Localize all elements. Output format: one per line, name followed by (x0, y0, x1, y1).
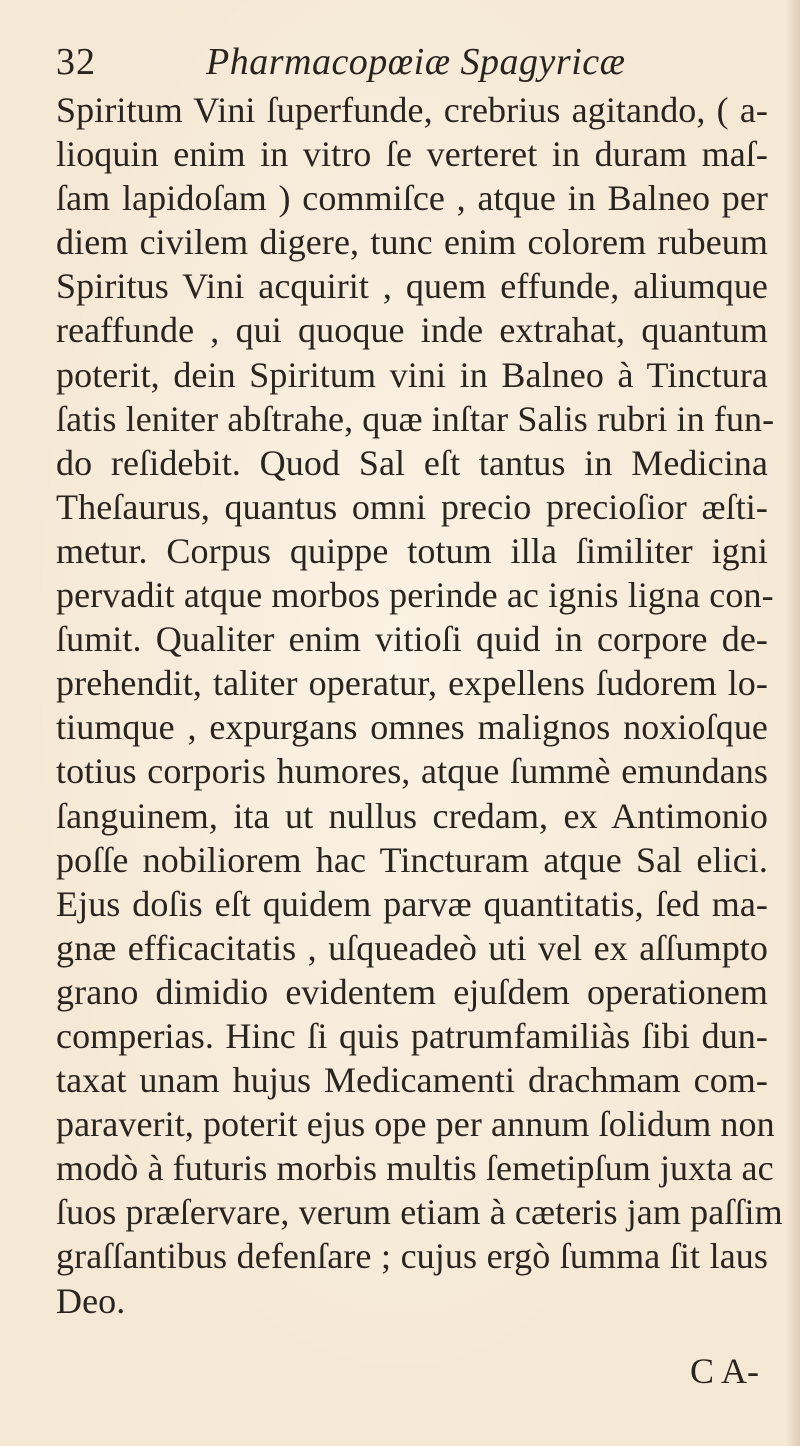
text-line: Theſaurus, quantus omni precio precioſior æſti- (56, 486, 768, 527)
text-line: tiumque , expurgans omnes malignos noxioſque (56, 707, 768, 748)
text-line: reaffunde , qui quoque inde extrahat, quantum (56, 310, 768, 351)
text-line: do reſidebit. Quod Sal eſt tantus in Medicina (56, 442, 768, 483)
text-line: poſſe nobiliorem hac Tincturam atque Sal elici. (56, 839, 768, 880)
text-line: poterit, dein Spiritum vini in Balneo à Tinctura (56, 354, 768, 395)
text-line: grano dimidio evidentem ejuſdem operationem (56, 971, 768, 1012)
text-line: lioquin enim in vitro ſe verteret in duram maſ- (56, 134, 768, 175)
text-line: diem civilem digere, tunc enim colorem rubeum (56, 222, 768, 263)
text-line: metur. Corpus quippe totum illa ſimiliter igni (56, 530, 768, 571)
text-line: Ejus doſis eſt quidem parvæ quantitatis, ſed ma- (56, 883, 768, 924)
text-line: gnæ efficacitatis , uſqueadeò uti vel ex aſſumpto (56, 927, 768, 968)
catchword: C A- (690, 1351, 760, 1391)
text-line-final: Deo. (56, 1280, 126, 1321)
text-line: Spiritus Vini acquirit , quem effunde, aliumque (56, 266, 768, 307)
text-line: pervadit atque morbos perinde ac ignis ligna con- (56, 575, 774, 616)
text-line: Spiritum Vini ſuperfunde, crebrius agitando, ( a- (56, 90, 768, 130)
page-edge-shadow (786, 0, 800, 1446)
text-line: modò à futuris morbis multis ſemetipſum juxta ac (56, 1148, 774, 1189)
page-number: 32 (56, 41, 96, 83)
text-line: ſumit. Qualiter enim vitioſi quid in corpore de- (56, 619, 768, 660)
text-line: ſatis leniter abſtrahe, quæ inſtar Salis rubri in fun- (56, 398, 775, 439)
text-line: taxat unam hujus Medicamenti drachmam com- (56, 1060, 768, 1101)
running-head (56, 40, 756, 90)
text-line: graſſantibus defenſare ; cujus ergò ſumma ſit laus (56, 1236, 768, 1277)
text-line: paraverit, poterit ejus ope per annum ſolidum non (56, 1104, 775, 1145)
text-line: comperias. Hinc ſi quis patrumfamiliàs ſibi dun- (56, 1015, 768, 1056)
text-line: ſuos præſervare, verum etiam à cæteris jam paſſim (56, 1192, 783, 1233)
body-text (56, 88, 783, 1323)
text-line: ſam lapidoſam ) commiſce , atque in Balneo per (56, 178, 768, 219)
text-line: prehendit, taliter operatur, expellens ſudorem lo- (56, 663, 768, 704)
text-line: totius corporis humores, atque ſummè emundans (56, 751, 768, 792)
text-line: ſanguinem, ita ut nullus credam, ex Antimonio (56, 795, 768, 836)
running-head-title: Pharmacopœiæ Spagyricæ (206, 41, 626, 83)
